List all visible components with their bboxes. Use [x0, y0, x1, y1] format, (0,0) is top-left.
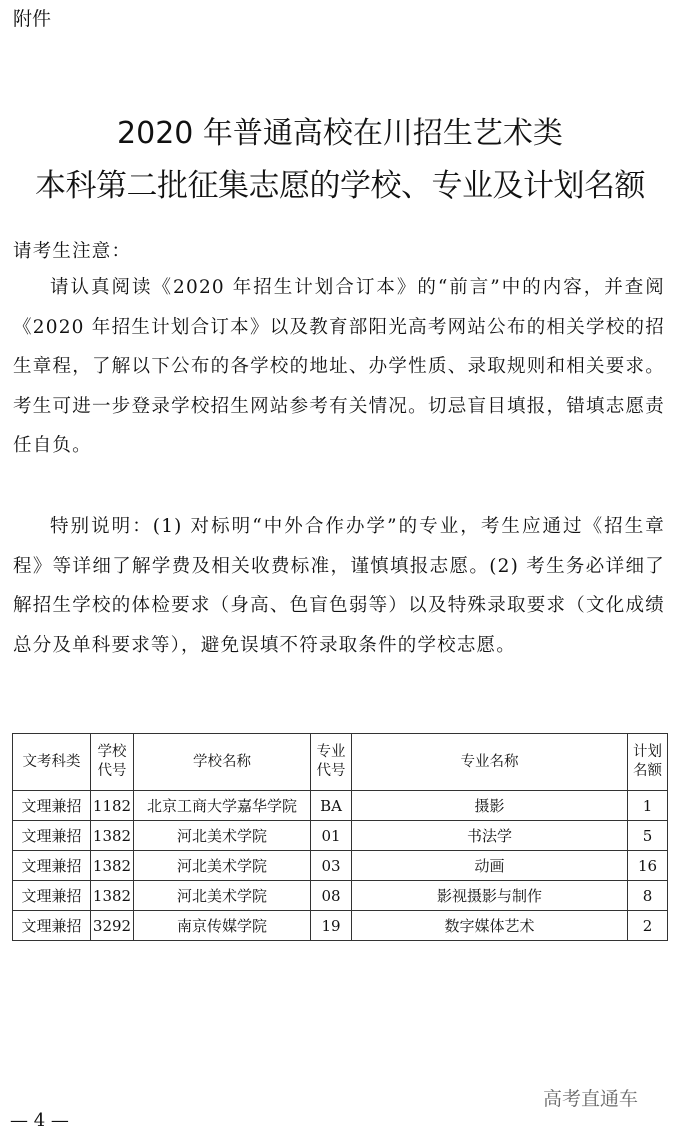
cell-school-code: 1182 — [91, 791, 134, 821]
cell-category: 文理兼招 — [13, 851, 91, 881]
cell-category: 文理兼招 — [13, 821, 91, 851]
cell-school-name: 北京工商大学嘉华学院 — [134, 791, 311, 821]
table-row — [13, 821, 668, 851]
cell-school-name: 河北美术学院 — [134, 821, 311, 851]
cell-major-name: 书法学 — [352, 821, 628, 851]
attachment-label: 附件 — [13, 8, 52, 30]
watermark: 高考直通车 — [543, 1088, 639, 1110]
document-title-line2: 本科第二批征集志愿的学校、专业及计划名额 — [35, 168, 645, 204]
cell-quota: 5 — [628, 821, 668, 851]
table-row — [13, 881, 668, 911]
cell-major-name: 数字媒体艺术 — [352, 911, 628, 941]
cell-major-code: BA — [311, 791, 352, 821]
header-category: 文考科类 — [13, 734, 91, 791]
cell-school-code: 1382 — [91, 881, 134, 911]
cell-quota: 2 — [628, 911, 668, 941]
table-header-row — [13, 734, 668, 791]
cell-school-code: 1382 — [91, 821, 134, 851]
notice-heading: 请考生注意： — [13, 241, 132, 262]
table-row — [13, 851, 668, 881]
header-quota: 计划名额 — [628, 734, 668, 791]
cell-quota: 8 — [628, 881, 668, 911]
cell-major-name: 摄影 — [352, 791, 628, 821]
enrollment-plan-table — [12, 733, 668, 941]
cell-school-code: 1382 — [91, 851, 134, 881]
cell-quota: 16 — [628, 851, 668, 881]
cell-quota: 1 — [628, 791, 668, 821]
cell-category: 文理兼招 — [13, 881, 91, 911]
table-row — [13, 911, 668, 941]
document-title-line1: 2020 年普通高校在川招生艺术类 — [117, 116, 563, 151]
cell-major-name: 动画 — [352, 851, 628, 881]
cell-school-name: 河北美术学院 — [134, 851, 311, 881]
cell-major-code: 19 — [311, 911, 352, 941]
header-major-name: 专业名称 — [352, 734, 628, 791]
cell-major-code: 08 — [311, 881, 352, 911]
cell-school-name: 南京传媒学院 — [134, 911, 311, 941]
header-school-code: 学校代号 — [91, 734, 134, 791]
notice-paragraph-1: 请认真阅读《2020 年招生计划合订本》的“前言”中的内容，并查阅《2020 年招生计划合订本》以及教育部阳光高考网站公布的相关学校的招生章程，了解以下公布的各学校的地址、办学性质、录取规则和相关要求。考生可进一步登录学校招生网站参考有关情况。切忌盲目填报，错填志愿责任自负。 — [13, 277, 665, 456]
cell-major-code: 01 — [311, 821, 352, 851]
page-number: — 4 — — [10, 1110, 69, 1131]
cell-major-name: 影视摄影与制作 — [352, 881, 628, 911]
header-school-name: 学校名称 — [134, 734, 311, 791]
notice-paragraph-2: 特别说明：(1) 对标明“中外合作办学”的专业，考生应通过《招生章程》等详细了解学费及相关收费标准，谨慎填报志愿。(2) 考生务必详细了解招生学校的体检要求（身高、色盲色弱等）以及特殊录取要求（文化成绩总分及单科要求等），避免误填不符录取条件的学校志愿。 — [13, 516, 665, 656]
cell-school-name: 河北美术学院 — [134, 881, 311, 911]
cell-major-code: 03 — [311, 851, 352, 881]
cell-category: 文理兼招 — [13, 791, 91, 821]
cell-category: 文理兼招 — [13, 911, 91, 941]
table-row — [13, 791, 668, 821]
cell-school-code: 3292 — [91, 911, 134, 941]
header-major-code: 专业代号 — [311, 734, 352, 791]
